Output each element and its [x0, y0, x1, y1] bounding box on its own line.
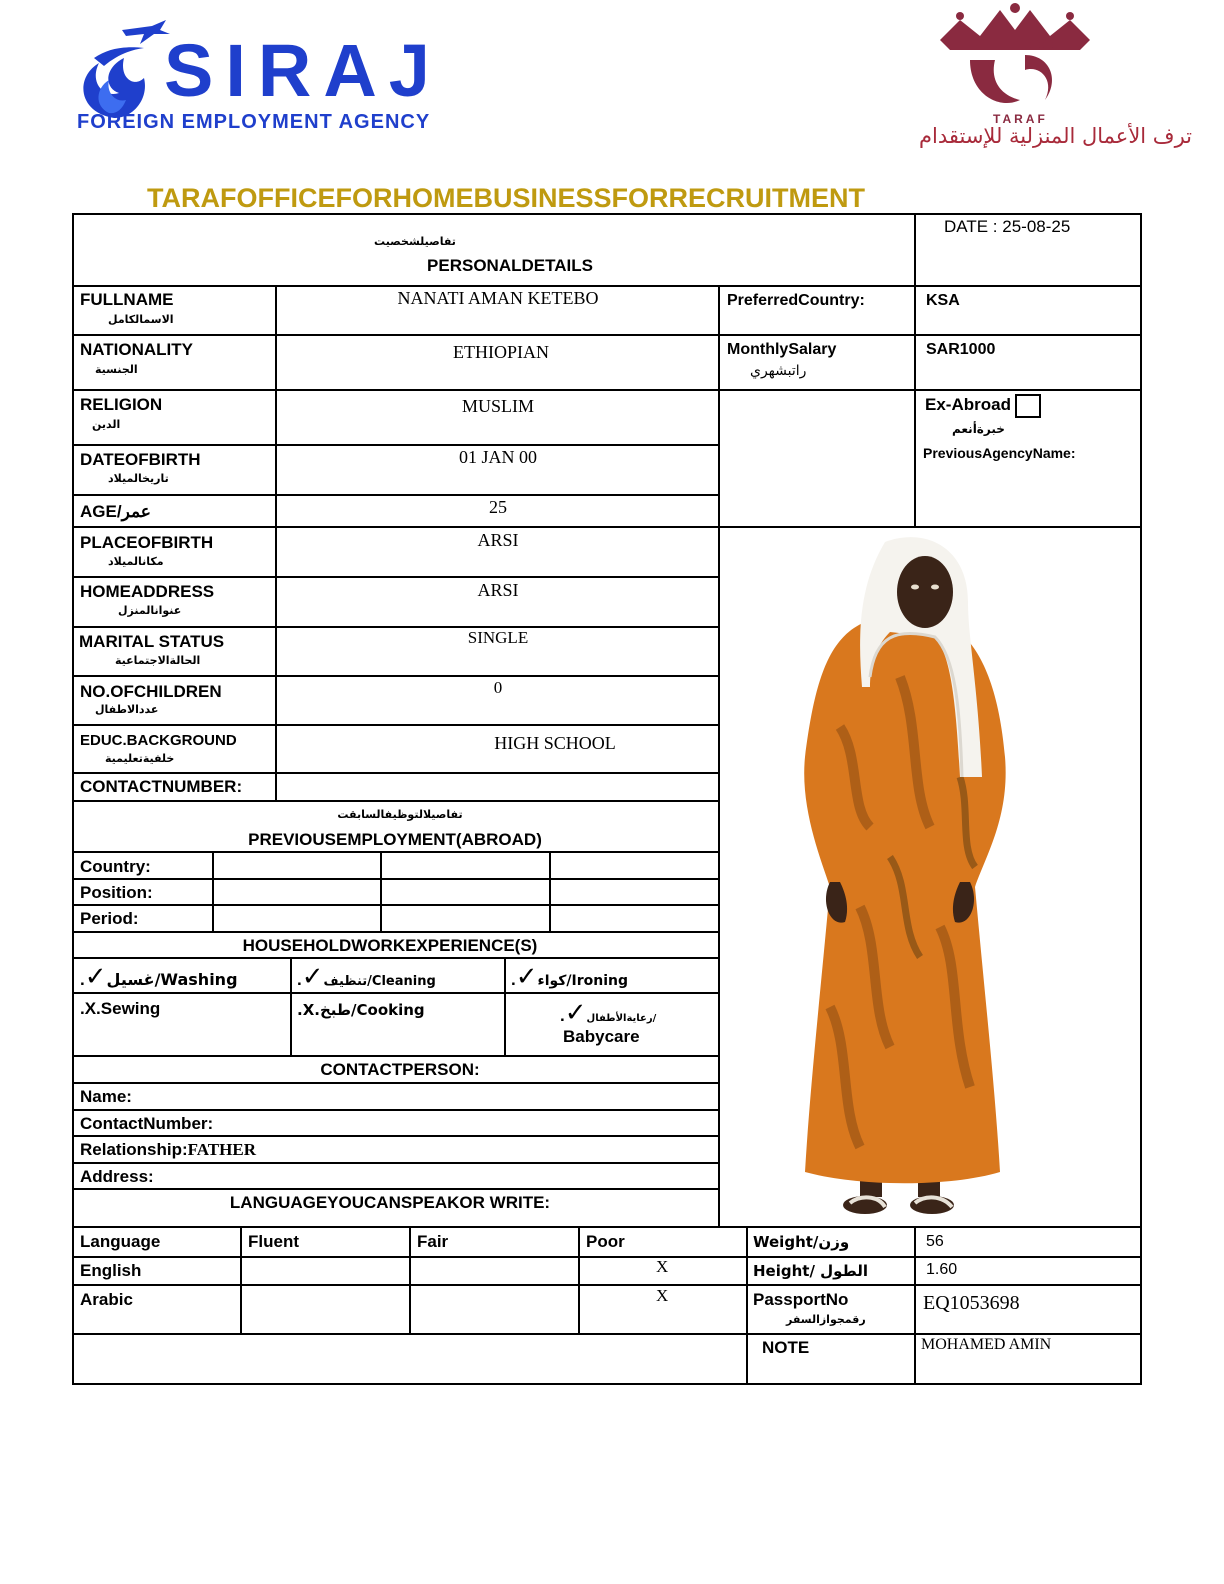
lang-arabic: Arabic — [80, 1290, 133, 1309]
religion-label: RELIGION — [80, 395, 163, 414]
monthly-salary-value: SAR1000 — [926, 341, 996, 358]
form-date: DATE : 25-08-25 — [944, 217, 1071, 236]
check-icon: ✓ — [515, 962, 538, 992]
home-address-value: ARSI — [477, 580, 519, 600]
preferred-country-label: PreferredCountry: — [727, 292, 865, 309]
ex-abroad-checkbox[interactable] — [1015, 394, 1041, 418]
relationship-label: Relationship: — [80, 1140, 188, 1159]
age-value: 25 — [489, 497, 507, 517]
ex-abroad-label: Ex-Abroad — [925, 395, 1011, 415]
prev-position-label: Position: — [80, 883, 153, 902]
passport-label-arabic: رقمجوازالسفر — [786, 1313, 866, 1326]
ex-abroad-field — [925, 394, 1041, 418]
lang-arabic-poor: X — [656, 1286, 669, 1305]
education-label-arabic: خلفيةتعليمية — [105, 752, 175, 765]
skill-ironing: .✓كواء/Ironing — [511, 962, 629, 992]
skill-cooking: .X.طبخ/Cooking — [297, 1001, 425, 1019]
nationality-value: ETHIOPIAN — [453, 342, 549, 362]
contact-name-label: Name: — [80, 1087, 132, 1106]
children-label: NO.OFCHILDREN — [80, 682, 222, 701]
relationship-field — [80, 1140, 256, 1160]
weight-label: Weight/وزن — [753, 1233, 850, 1251]
place-of-birth-label-arabic: مكانالميلاد — [108, 555, 164, 568]
marital-status-value: SINGLE — [467, 628, 529, 647]
contact-number-label: CONTACTNUMBER: — [80, 777, 243, 796]
marital-status-label: MARITAL STATUS — [79, 632, 225, 651]
lang-header-language: Language — [80, 1232, 161, 1251]
home-address-label: HOMEADDRESS — [80, 582, 215, 601]
age-label: AGE/عمر — [80, 502, 151, 521]
address-label: Address: — [80, 1167, 154, 1186]
page-title: TARAFOFFICEFORHOMEBUSINESSFORRECRUITMENT — [147, 183, 865, 213]
lang-header-fluent: Fluent — [248, 1232, 299, 1251]
crown-icon — [930, 0, 1100, 120]
check-icon: ✓ — [301, 962, 324, 992]
lang-english-poor: X — [656, 1257, 669, 1276]
household-heading: HOUSEHOLDWORKEXPERIENCE(S) — [242, 936, 538, 955]
monthly-salary-arabic: راتبشهري — [750, 363, 807, 379]
place-of-birth-value: ARSI — [477, 530, 519, 550]
fullname-label-arabic: الاسمالكامل — [108, 313, 174, 326]
note-label: NOTE — [762, 1338, 810, 1357]
babycare-arabic: رعايةالأطفال/ — [586, 1013, 657, 1024]
cleaning-label: تنظيف/Cleaning — [323, 974, 436, 989]
skill-sewing: .X.Sewing — [80, 999, 161, 1018]
lang-english: English — [80, 1261, 142, 1280]
prev-employment-heading: PREVIOUSEMPLOYMENT(ABROAD) — [248, 830, 542, 849]
place-of-birth-label: PLACEOFBIRTH — [80, 533, 214, 552]
dob-value: 01 JAN 00 — [458, 447, 537, 467]
nationality-label-arabic: الجنسية — [95, 363, 138, 376]
siraj-wordmark: SIRAJ — [164, 29, 442, 112]
preferred-country-value: KSA — [926, 292, 960, 309]
weight-value: 56 — [926, 1233, 944, 1250]
taraf-logo-text: TARAF — [993, 112, 1048, 126]
skill-babycare: .✓رعايةالأطفال/ — [560, 998, 657, 1028]
contact-person-heading: CONTACTPERSON: — [320, 1060, 480, 1079]
applicant-photo — [720, 527, 1140, 1225]
dob-label: DATEOFBIRTH — [80, 450, 201, 469]
check-icon: ✓ — [564, 998, 587, 1028]
height-value: 1.60 — [926, 1261, 958, 1278]
lang-header-poor: Poor — [586, 1232, 625, 1251]
height-label: Height/ الطول — [753, 1262, 868, 1280]
babycare-label: Babycare — [563, 1027, 640, 1046]
taraf-logo — [830, 0, 1200, 160]
fullname-label: FULLNAME — [80, 290, 174, 309]
home-address-label-arabic: عنوانالمنزل — [118, 604, 182, 617]
lang-header-fair: Fair — [417, 1232, 449, 1251]
skill-cleaning: .✓تنظيف/Cleaning — [297, 962, 436, 992]
prev-period-label: Period: — [80, 909, 139, 928]
children-label-arabic: عددالاطفال — [95, 703, 159, 716]
education-label: EDUC.BACKGROUND — [80, 732, 237, 749]
dob-label-arabic: تاريخالميلاد — [108, 472, 169, 485]
siraj-subtitle: FOREIGN EMPLOYMENT AGENCY — [77, 111, 431, 133]
prev-country-label: Country: — [80, 857, 151, 876]
check-icon: ✓ — [84, 962, 107, 992]
marital-status-label-arabic: الحالةالاجتماعية — [115, 654, 201, 667]
passport-value: EQ1053698 — [923, 1292, 1020, 1314]
religion-label-arabic: الدين — [92, 418, 121, 431]
personal-details-heading: PERSONALDETAILS — [427, 256, 593, 275]
note-value: MOHAMED AMIN — [921, 1336, 1052, 1353]
washing-label: غسيل/Washing — [106, 970, 238, 989]
monthly-salary-label: MonthlySalary — [727, 341, 837, 358]
ex-abroad-arabic: خبرةأنعم — [952, 422, 1005, 436]
passport-label: PassportNo — [753, 1290, 849, 1309]
relationship-value: FATHER — [187, 1140, 256, 1159]
language-heading: LANGUAGEYOUCANSPEAKOR WRITE: — [229, 1193, 551, 1212]
prev-employment-arabic: تفاصيلالتوظيفالسابقت — [337, 808, 463, 821]
siraj-logo — [74, 4, 442, 134]
fullname-value: NANATI AMAN KETEBO — [397, 288, 599, 308]
previous-agency-label: PreviousAgencyName: — [923, 445, 1076, 461]
religion-value: MUSLIM — [461, 396, 534, 416]
nationality-label: NATIONALITY — [80, 340, 194, 359]
education-value: HIGH SCHOOL — [494, 733, 616, 753]
children-value: 0 — [493, 678, 503, 697]
ironing-label: كواء/Ironing — [537, 973, 629, 989]
personal-details-arabic: تفاصيلشخصيت — [374, 235, 456, 248]
contact-number2-label: ContactNumber: — [80, 1114, 214, 1133]
taraf-arabic-name: ترف الأعمال المنزلية للإستقدام — [919, 124, 1192, 148]
skill-washing: .✓غسيل/Washing — [80, 962, 238, 992]
